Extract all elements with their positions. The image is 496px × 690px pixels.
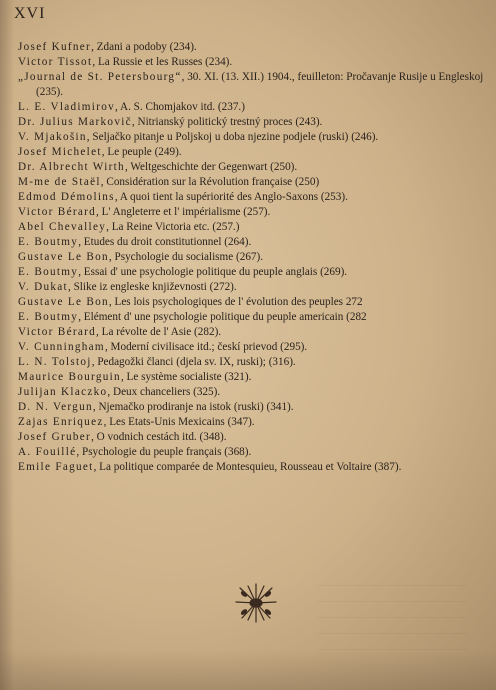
entry-author: A. Fouillé — [18, 446, 77, 458]
entry-author: Josef Michelet — [18, 146, 102, 158]
entry-author: L. E. Vladimirov — [18, 101, 116, 113]
entry-author: V. Mjakošin — [18, 131, 87, 143]
entry-title: , Njemačko prodiranje na istok (ruski) (341). — [92, 401, 294, 413]
entry-title: , La révolte de l' Asie (282). — [96, 326, 222, 338]
bibliography-entry — [18, 340, 486, 355]
entry-title: , Elément d' une psychologie politique du peuple americain (282 — [78, 311, 367, 323]
entry-author: Abel Chevalley — [18, 221, 107, 233]
bibliography-entry — [18, 115, 486, 130]
entry-title: , Zdani a podoby (234). — [91, 41, 197, 53]
entry-author: V. Cunningham — [18, 341, 105, 353]
entry-title: , Slike iz engleske književnosti (272). — [67, 281, 237, 293]
bibliography-entry — [18, 205, 486, 220]
entry-author: Edmod Démolins — [18, 191, 115, 203]
bibliography-entry — [18, 445, 486, 460]
entry-author: Emile Faguet — [18, 461, 94, 473]
bibliography-entry — [18, 250, 486, 265]
bibliography-entry — [18, 40, 486, 55]
bibliography-entry — [18, 400, 486, 415]
entry-title: , Etudes du droit constitutionnel (264). — [78, 236, 252, 248]
entry-title: , La Reine Victoria etc. (257.) — [106, 221, 240, 233]
entry-title: , Deux chanceliers (325). — [107, 386, 221, 398]
entry-author: Victor Tissot — [18, 56, 93, 68]
entry-author: Julijan Klaczko — [18, 386, 108, 398]
bibliography-entry — [18, 370, 486, 385]
bibliography-entry — [18, 220, 486, 235]
bibliography-entry — [18, 295, 486, 310]
entry-author: L. N. Tolstoj — [18, 356, 92, 368]
entry-author: Dr. Julius Markovič — [18, 116, 132, 128]
entry-author: E. Boutmy — [18, 236, 79, 248]
bibliography-entry — [18, 175, 486, 190]
entry-title: , Essai d' une psychologie politique du peuple anglais (269). — [78, 266, 348, 278]
entry-author: E. Boutmy — [18, 266, 79, 278]
bibliography-entry — [18, 190, 486, 205]
bibliography-entry — [18, 145, 486, 160]
bibliography-entry — [18, 460, 486, 475]
bibliography-entry — [18, 235, 486, 250]
bibliography-entry — [18, 160, 486, 175]
entry-title: , Psychologie du peuple français (368). — [76, 446, 252, 458]
entry-title: , Considération sur la Révolution française (250) — [100, 176, 320, 188]
page-number: XVI — [14, 5, 46, 22]
entry-title: , O vodnich cestách itd. (348). — [91, 431, 227, 443]
entry-author: V. Dukat — [18, 281, 68, 293]
bibliography-entry — [18, 70, 486, 100]
entry-author: Gustave Le Bon — [18, 296, 109, 308]
bibliography-entry — [18, 265, 486, 280]
fleuron-ornament-icon — [226, 580, 286, 626]
entry-author: Josef Gruber — [18, 431, 92, 443]
entry-title: , Psychologie du socialisme (267). — [108, 251, 264, 263]
bibliography-entry — [18, 415, 486, 430]
entry-author: D. N. Vergun — [18, 401, 93, 413]
entry-title: , Nitrianský politický trestný proces (243). — [131, 116, 323, 128]
entry-author: Zajas Enriquez — [18, 416, 104, 428]
bibliography-entry — [18, 430, 486, 445]
entry-title: , Les Etats-Unis Mexicains (347). — [103, 416, 255, 428]
entry-title: , A. S. Chomjakov itd. (237.) — [115, 101, 245, 113]
entry-author: Victor Bérard — [18, 206, 97, 218]
bibliography-entry — [18, 325, 486, 340]
entry-author: Victor Bérard — [18, 326, 97, 338]
entry-title: , La politique comparée de Montesquieu, Rousseau et Voltaire (387). — [93, 461, 402, 473]
bibliography-entry — [18, 280, 486, 295]
entry-title: , Le peuple (249). — [101, 146, 182, 158]
bibliography-entry — [18, 355, 486, 370]
bibliography-entry — [18, 55, 486, 70]
bleed-through-text — [318, 585, 468, 665]
entry-author: Gustave Le Bon — [18, 251, 109, 263]
entry-title: , L' Angleterre et l' impérialisme (257). — [96, 206, 271, 218]
entry-author: E. Boutmy — [18, 311, 79, 323]
entry-author: Maurice Bourguin — [18, 371, 121, 383]
entry-author: M-me de Staël — [18, 176, 101, 188]
entry-title: , La Russie et les Russes (234). — [92, 56, 233, 68]
entry-title: , Weltgeschichte der Gegenwart (250). — [124, 161, 298, 173]
entry-author: Josef Kufner — [18, 41, 92, 53]
entry-title: , 30. XI. (13. XII.) 1904., feuilleton: Pročavanje Rusije u Engleskoj (235). — [36, 71, 484, 98]
entry-title: , Les lois psychologiques de l' évolution des peuples 272 — [108, 296, 363, 308]
entry-author: Dr. Albrecht Wirth — [18, 161, 125, 173]
bibliography-entry — [18, 100, 486, 115]
entry-title: , Seljačko pitanje u Poljskoj u doba njezine podjele (ruski) (246). — [86, 131, 379, 143]
bibliography-list — [18, 40, 486, 475]
entry-author: „Journal de St. Petersbourg“ — [18, 71, 182, 83]
entry-title: , A quoi tient la supériorité des Anglo-Saxons (253). — [114, 191, 348, 203]
entry-title: , Pedagožki članci (djela sv. IX, ruski); (316). — [91, 356, 296, 368]
bibliography-entry — [18, 130, 486, 145]
entry-title: , Le système socialiste (321). — [120, 371, 252, 383]
page-gutter-shadow — [0, 0, 14, 690]
bibliography-entry — [18, 385, 486, 400]
entry-title: , Moderní civilisace itd.; českí prievod (295). — [104, 341, 308, 353]
bibliography-entry — [18, 310, 486, 325]
